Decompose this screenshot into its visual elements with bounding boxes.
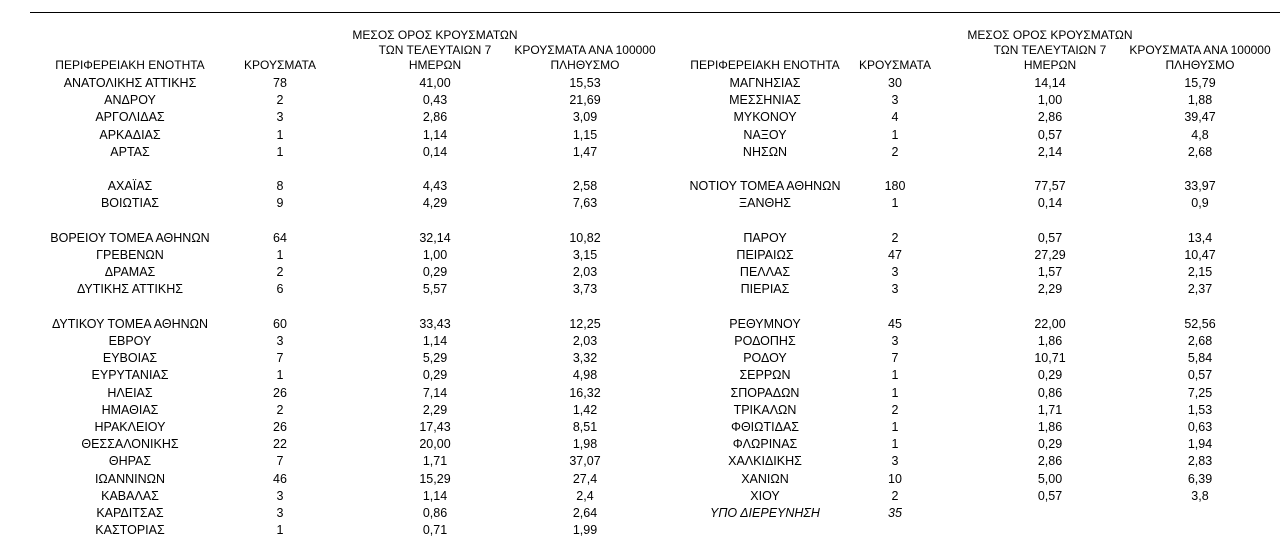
cell-per100k: 2,58 (572, 179, 598, 194)
cell-cases: 26 (273, 385, 287, 400)
cell-region: ΧΑΛΚΙΔΙΚΗΣ (728, 454, 802, 469)
cell-cases: 6 (276, 282, 284, 297)
cell-cases: 3 (276, 110, 284, 125)
cell-avg7: 0,43 (422, 93, 448, 108)
cell-per100k: 3,32 (572, 351, 598, 366)
header-cases-left: ΚΡΟΥΣΜΑΤΑ (244, 58, 316, 72)
cell-per100k: 3,8 (1191, 488, 1209, 503)
cell-region: ΑΝΑΤΟΛΙΚΗΣ ΑΤΤΙΚΗΣ (63, 76, 197, 90)
cell-cases: 2 (276, 402, 284, 417)
cell-region: ΥΠΟ ΔΙΕΡΕΥΝΗΣΗ (710, 506, 820, 520)
cell-region: ΑΡΚΑΔΙΑΣ (99, 127, 161, 142)
cell-avg7: 15,29 (419, 471, 451, 486)
cell-region: ΜΥΚΟΝΟΥ (733, 110, 797, 125)
cell-avg7: 1,14 (422, 334, 448, 348)
cell-avg7: 10,71 (1034, 351, 1066, 366)
cell-region: ΤΡΙΚΑΛΩΝ (733, 402, 797, 417)
cell-per100k: 4,8 (1191, 127, 1209, 142)
cell-avg7: 2,86 (1037, 454, 1063, 469)
cell-avg7: 5,29 (422, 351, 448, 366)
cell-per100k: 2,37 (1187, 282, 1213, 297)
cell-per100k: 52,56 (1184, 316, 1216, 331)
cell-avg7: 2,86 (1037, 110, 1063, 125)
cell-region: ΑΝΔΡΟΥ (104, 93, 156, 108)
cell-region: ΠΕΙΡΑΙΩΣ (736, 248, 794, 262)
cell-per100k: 15,79 (1184, 76, 1216, 90)
cell-avg7: 1,71 (1037, 402, 1063, 417)
cell-per100k: 0,9 (1191, 196, 1209, 211)
top-rule (30, 12, 1280, 13)
cell-cases: 1 (891, 368, 899, 383)
cell-region: ΞΑΝΘΗΣ (739, 196, 791, 211)
cell-cases: 3 (891, 265, 899, 280)
cell-region: ΧΙΟΥ (750, 488, 780, 503)
cell-region: ΝΗΣΩΝ (742, 144, 788, 159)
cell-avg7: 41,00 (419, 76, 451, 90)
cell-avg7: 0,57 (1037, 488, 1063, 503)
cell-cases: 1 (276, 127, 284, 142)
cell-avg7: 22,00 (1034, 316, 1066, 331)
cell-cases: 22 (273, 437, 287, 452)
cell-per100k: 7,63 (572, 196, 598, 211)
cell-cases: 2 (891, 402, 899, 417)
cell-region: ΗΡΑΚΛΕΙΟΥ (94, 420, 166, 434)
cell-region: ΗΛΕΙΑΣ (107, 385, 153, 400)
cell-per100k: 2,03 (572, 334, 598, 348)
cell-region: ΝΟΤΙΟΥ ΤΟΜΕΑ ΑΘΗΝΩΝ (689, 179, 841, 194)
cell-region: ΔΥΤΙΚΗΣ ΑΤΤΙΚΗΣ (77, 282, 183, 297)
cell-cases: 2 (276, 93, 284, 108)
cell-region: ΜΕΣΣΗΝΙΑΣ (729, 93, 801, 108)
cell-per100k: 3,15 (572, 248, 598, 262)
cell-cases: 3 (276, 334, 284, 348)
cell-per100k: 1,98 (572, 437, 598, 452)
cell-region: ΦΘΙΩΤΙΔΑΣ (730, 420, 800, 434)
cell-avg7: 1,86 (1037, 334, 1063, 348)
cell-region: ΑΡΓΟΛΙΔΑΣ (95, 110, 165, 125)
cell-avg7: 0,86 (422, 506, 448, 520)
cell-cases: 3 (891, 454, 899, 469)
cell-region: ΡΟΔΟΥ (743, 351, 787, 366)
cell-per100k: 6,39 (1187, 471, 1213, 486)
cell-region: ΚΑΡΔΙΤΣΑΣ (96, 506, 164, 520)
cell-cases: 1 (891, 420, 899, 434)
cell-per100k: 2,15 (1187, 265, 1213, 280)
cell-region: ΘΕΣΣΑΛΟΝΙΚΗΣ (81, 437, 179, 452)
cell-per100k: 12,25 (569, 316, 601, 331)
cell-avg7: 0,29 (1037, 437, 1063, 452)
cell-cases: 3 (891, 334, 899, 348)
cell-cases: 30 (888, 76, 902, 90)
cell-avg7: 2,29 (1037, 282, 1063, 297)
cell-per100k: 2,64 (572, 506, 598, 520)
cell-region: ΗΜΑΘΙΑΣ (101, 402, 159, 417)
cell-avg7: 20,00 (419, 437, 451, 452)
cell-region: ΦΛΩΡΙΝΑΣ (732, 437, 798, 452)
cell-avg7: 1,14 (422, 127, 448, 142)
cell-region: ΚΑΣΤΟΡΙΑΣ (95, 523, 165, 538)
cell-cases: 3 (276, 506, 284, 520)
cell-avg7: 4,43 (422, 179, 448, 194)
cell-cases: 9 (276, 196, 284, 211)
cell-cases: 2 (891, 488, 899, 503)
cell-cases: 10 (888, 471, 902, 486)
cell-avg7: 0,29 (422, 368, 448, 383)
cell-cases: 1 (891, 437, 899, 452)
cell-avg7: 1,00 (1037, 93, 1063, 108)
cell-region: ΓΡΕΒΕΝΩΝ (96, 248, 164, 262)
cell-avg7: 0,71 (422, 523, 448, 538)
cell-region: ΕΒΡΟΥ (108, 334, 152, 348)
cell-region: ΠΑΡΟΥ (743, 230, 787, 245)
cell-avg7: 1,57 (1037, 265, 1063, 280)
cell-per100k: 1,15 (572, 127, 598, 142)
cell-cases: 45 (888, 316, 902, 331)
cell-cases: 60 (273, 316, 287, 331)
header-per100k-right: ΚΡΟΥΣΜΑΤΑ ΑΝΑ 100000 ΠΛΗΘΥΣΜΟ (1129, 43, 1271, 72)
cell-avg7: 5,57 (422, 282, 448, 297)
cell-region: ΠΕΛΛΑΣ (739, 265, 791, 280)
cell-per100k: 15,53 (569, 76, 601, 90)
cell-region: ΠΙΕΡΙΑΣ (740, 282, 790, 297)
cell-per100k: 5,84 (1187, 351, 1213, 366)
cell-per100k: 1,99 (572, 523, 598, 538)
header-region-right: ΠΕΡΙΦΕΡΕΙΑΚΗ ΕΝΟΤΗΤΑ (690, 58, 840, 72)
header-region-left: ΠΕΡΙΦΕΡΕΙΑΚΗ ΕΝΟΤΗΤΑ (55, 58, 205, 72)
cell-cases: 3 (891, 93, 899, 108)
cell-avg7: 1,00 (422, 248, 448, 262)
header-avg7-right: ΜΕΣΟΣ ΟΡΟΣ ΚΡΟΥΣΜΑΤΩΝ ΤΩΝ ΤΕΛΕΥΤΑΙΩΝ 7 ΗΜΕΡΩΝ (967, 28, 1133, 72)
cell-per100k: 0,57 (1187, 368, 1213, 383)
cell-avg7: 32,14 (419, 230, 451, 245)
cell-per100k: 3,09 (572, 110, 598, 125)
cell-avg7: 0,29 (422, 265, 448, 280)
cell-per100k: 39,47 (1184, 110, 1216, 125)
cell-per100k: 33,97 (1184, 179, 1216, 194)
cell-per100k: 1,94 (1187, 437, 1213, 452)
cell-avg7: 27,29 (1034, 248, 1066, 262)
cell-region: ΘΗΡΑΣ (108, 454, 152, 469)
cell-cases: 1 (276, 368, 284, 383)
cell-cases: 64 (273, 230, 287, 245)
cell-region: ΡΟΔΟΠΗΣ (734, 334, 796, 348)
cell-cases: 2 (891, 230, 899, 245)
cell-cases: 7 (276, 454, 284, 469)
cell-region: ΣΕΡΡΩΝ (739, 368, 791, 383)
cell-per100k: 1,42 (572, 402, 598, 417)
cell-region: ΝΑΞΟΥ (743, 127, 787, 142)
cell-region: ΑΡΤΑΣ (110, 144, 150, 159)
cell-region: ΒΟΙΩΤΙΑΣ (100, 196, 160, 211)
cell-cases: 2 (891, 144, 899, 159)
cell-avg7: 5,00 (1037, 471, 1063, 486)
cell-per100k: 2,68 (1187, 144, 1213, 159)
cell-cases: 1 (276, 523, 284, 538)
cell-cases: 180 (884, 179, 906, 194)
cell-cases: 1 (891, 196, 899, 211)
cell-avg7: 14,14 (1034, 76, 1066, 90)
cell-per100k: 2,4 (576, 488, 594, 503)
cell-per100k: 4,98 (572, 368, 598, 383)
cell-avg7: 33,43 (419, 316, 451, 331)
cell-avg7: 2,14 (1037, 144, 1063, 159)
cell-per100k: 2,83 (1187, 454, 1213, 469)
cell-cases: 8 (276, 179, 284, 194)
cell-per100k: 27,4 (572, 471, 598, 486)
cell-region: ΧΑΝΙΩΝ (741, 471, 789, 486)
cell-per100k: 1,53 (1187, 402, 1213, 417)
cell-avg7: 0,57 (1037, 230, 1063, 245)
cell-region: ΚΑΒΑΛΑΣ (101, 488, 159, 503)
cell-region: ΡΕΘΥΜΝΟΥ (729, 316, 801, 331)
cell-per100k: 0,63 (1187, 420, 1213, 434)
cell-cases: 1 (276, 248, 284, 262)
cell-per100k: 3,73 (572, 282, 598, 297)
cell-per100k: 10,47 (1184, 248, 1216, 262)
cell-avg7: 77,57 (1034, 179, 1066, 194)
cell-cases: 47 (888, 248, 902, 262)
cell-cases: 26 (273, 420, 287, 434)
cell-per100k: 13,4 (1187, 230, 1213, 245)
cell-per100k: 7,25 (1187, 385, 1213, 400)
cell-region: ΑΧΑΪΑΣ (107, 179, 153, 194)
cell-region: ΒΟΡΕΙΟΥ ΤΟΜΕΑ ΑΘΗΝΩΝ (50, 230, 210, 245)
cell-avg7: 2,29 (422, 402, 448, 417)
cell-per100k: 1,47 (572, 144, 598, 159)
cell-cases: 1 (891, 127, 899, 142)
cell-per100k: 37,07 (569, 454, 601, 469)
cell-per100k: 8,51 (572, 420, 598, 434)
cell-avg7: 0,86 (1037, 385, 1063, 400)
cell-avg7: 0,14 (1037, 196, 1063, 211)
header-per100k-left: ΚΡΟΥΣΜΑΤΑ ΑΝΑ 100000 ΠΛΗΘΥΣΜΟ (514, 43, 656, 72)
cell-avg7: 7,14 (422, 385, 448, 400)
cell-avg7: 0,29 (1037, 368, 1063, 383)
cell-cases: 46 (273, 471, 287, 486)
cell-region: ΙΩΑΝΝΙΝΩΝ (94, 471, 166, 486)
cell-cases: 3 (276, 488, 284, 503)
cell-cases: 2 (276, 265, 284, 280)
cell-avg7: 1,71 (422, 454, 448, 469)
cell-region: ΔΡΑΜΑΣ (104, 265, 156, 280)
cell-region: ΣΠΟΡΑΔΩΝ (730, 385, 800, 400)
cell-region: ΕΥΡΥΤΑΝΙΑΣ (91, 368, 169, 383)
cell-avg7: 4,29 (422, 196, 448, 211)
cell-avg7: 0,14 (422, 144, 448, 159)
cell-region: ΜΑΓΝΗΣΙΑΣ (729, 76, 801, 90)
cell-cases: 7 (276, 351, 284, 366)
cell-per100k: 10,82 (569, 230, 601, 245)
cell-cases: 4 (891, 110, 899, 125)
cell-cases: 3 (891, 282, 899, 297)
cell-avg7: 17,43 (419, 420, 451, 434)
cell-per100k: 2,68 (1187, 334, 1213, 348)
cell-avg7: 0,57 (1037, 127, 1063, 142)
cell-avg7: 1,14 (422, 488, 448, 503)
cell-per100k: 2,03 (572, 265, 598, 280)
header-avg7-left: ΜΕΣΟΣ ΟΡΟΣ ΚΡΟΥΣΜΑΤΩΝ ΤΩΝ ΤΕΛΕΥΤΑΙΩΝ 7 ΗΜΕΡΩΝ (352, 28, 518, 72)
cell-region: ΔΥΤΙΚΟΥ ΤΟΜΕΑ ΑΘΗΝΩΝ (51, 316, 209, 331)
cell-avg7: 1,86 (1037, 420, 1063, 434)
cell-per100k: 1,88 (1187, 93, 1213, 108)
cell-per100k: 21,69 (569, 93, 601, 108)
cell-cases: 1 (276, 144, 284, 159)
cell-cases: 7 (891, 351, 899, 366)
cell-cases: 35 (888, 506, 902, 520)
cell-cases: 1 (891, 385, 899, 400)
header-cases-right: ΚΡΟΥΣΜΑΤΑ (859, 58, 931, 72)
cell-region: ΕΥΒΟΙΑΣ (102, 351, 158, 366)
cell-per100k: 16,32 (569, 385, 601, 400)
cell-avg7: 2,86 (422, 110, 448, 125)
cell-cases: 78 (273, 76, 287, 90)
